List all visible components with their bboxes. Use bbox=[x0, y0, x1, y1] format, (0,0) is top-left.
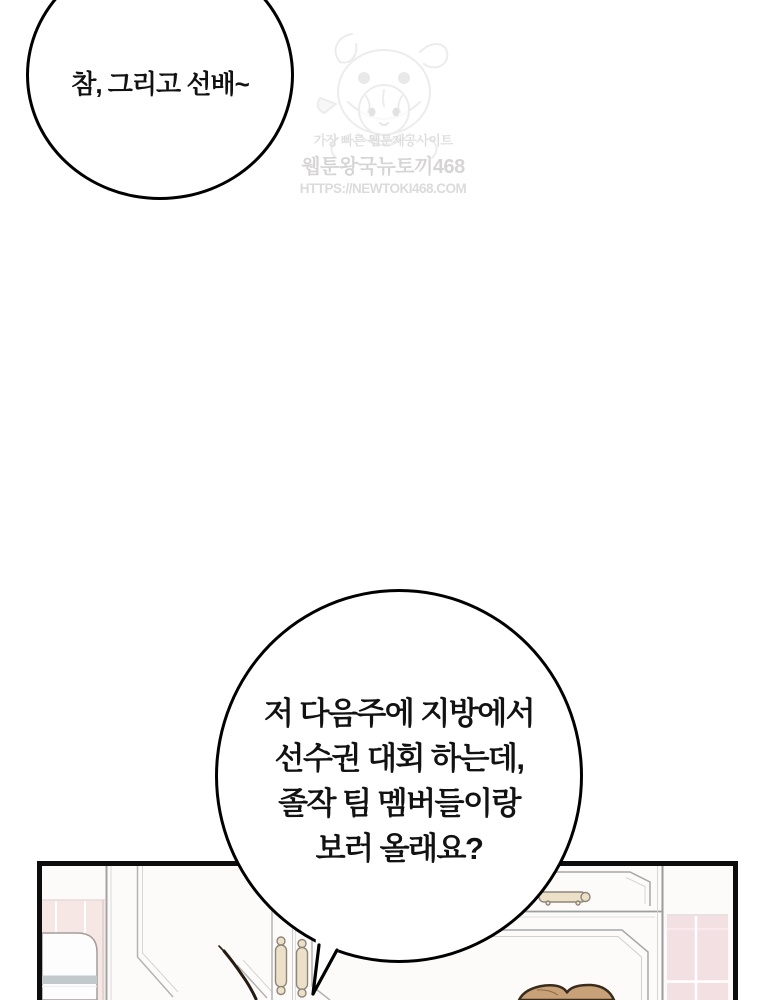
speech-text-line: 선수권 대회 하는데, bbox=[274, 741, 524, 776]
cabinet-handle-left bbox=[276, 937, 287, 995]
speech-bubble-main bbox=[215, 589, 583, 963]
cabinet-handle-top bbox=[539, 892, 590, 905]
fridge-handle-bar bbox=[42, 976, 97, 985]
watermark bbox=[288, 18, 478, 198]
character-hair bbox=[519, 985, 614, 1000]
speech-text-line: 졸작 팀 멤버들이랑 bbox=[278, 786, 520, 821]
watermark-tagline: 가장 빠른 웹툰제공사이트 bbox=[313, 133, 453, 148]
hair-wisp bbox=[219, 946, 256, 999]
speech-bubble-top bbox=[26, 0, 294, 200]
speech-text-line: 보러 올래요? bbox=[315, 831, 483, 866]
watermark-site-url: HTTPS://NEWTOKI468.COM bbox=[299, 181, 467, 196]
watermark-site-name: 웹툰왕국뉴토끼468 bbox=[301, 156, 465, 178]
speech-bubble-tail-icon bbox=[296, 922, 348, 1000]
speech-text-line: 저 다음주에 지방에서 bbox=[263, 696, 535, 731]
watermark-text bbox=[288, 130, 478, 196]
fridge bbox=[42, 933, 97, 1000]
speech-text-top: 참, 그리고 선배~ bbox=[71, 68, 249, 99]
